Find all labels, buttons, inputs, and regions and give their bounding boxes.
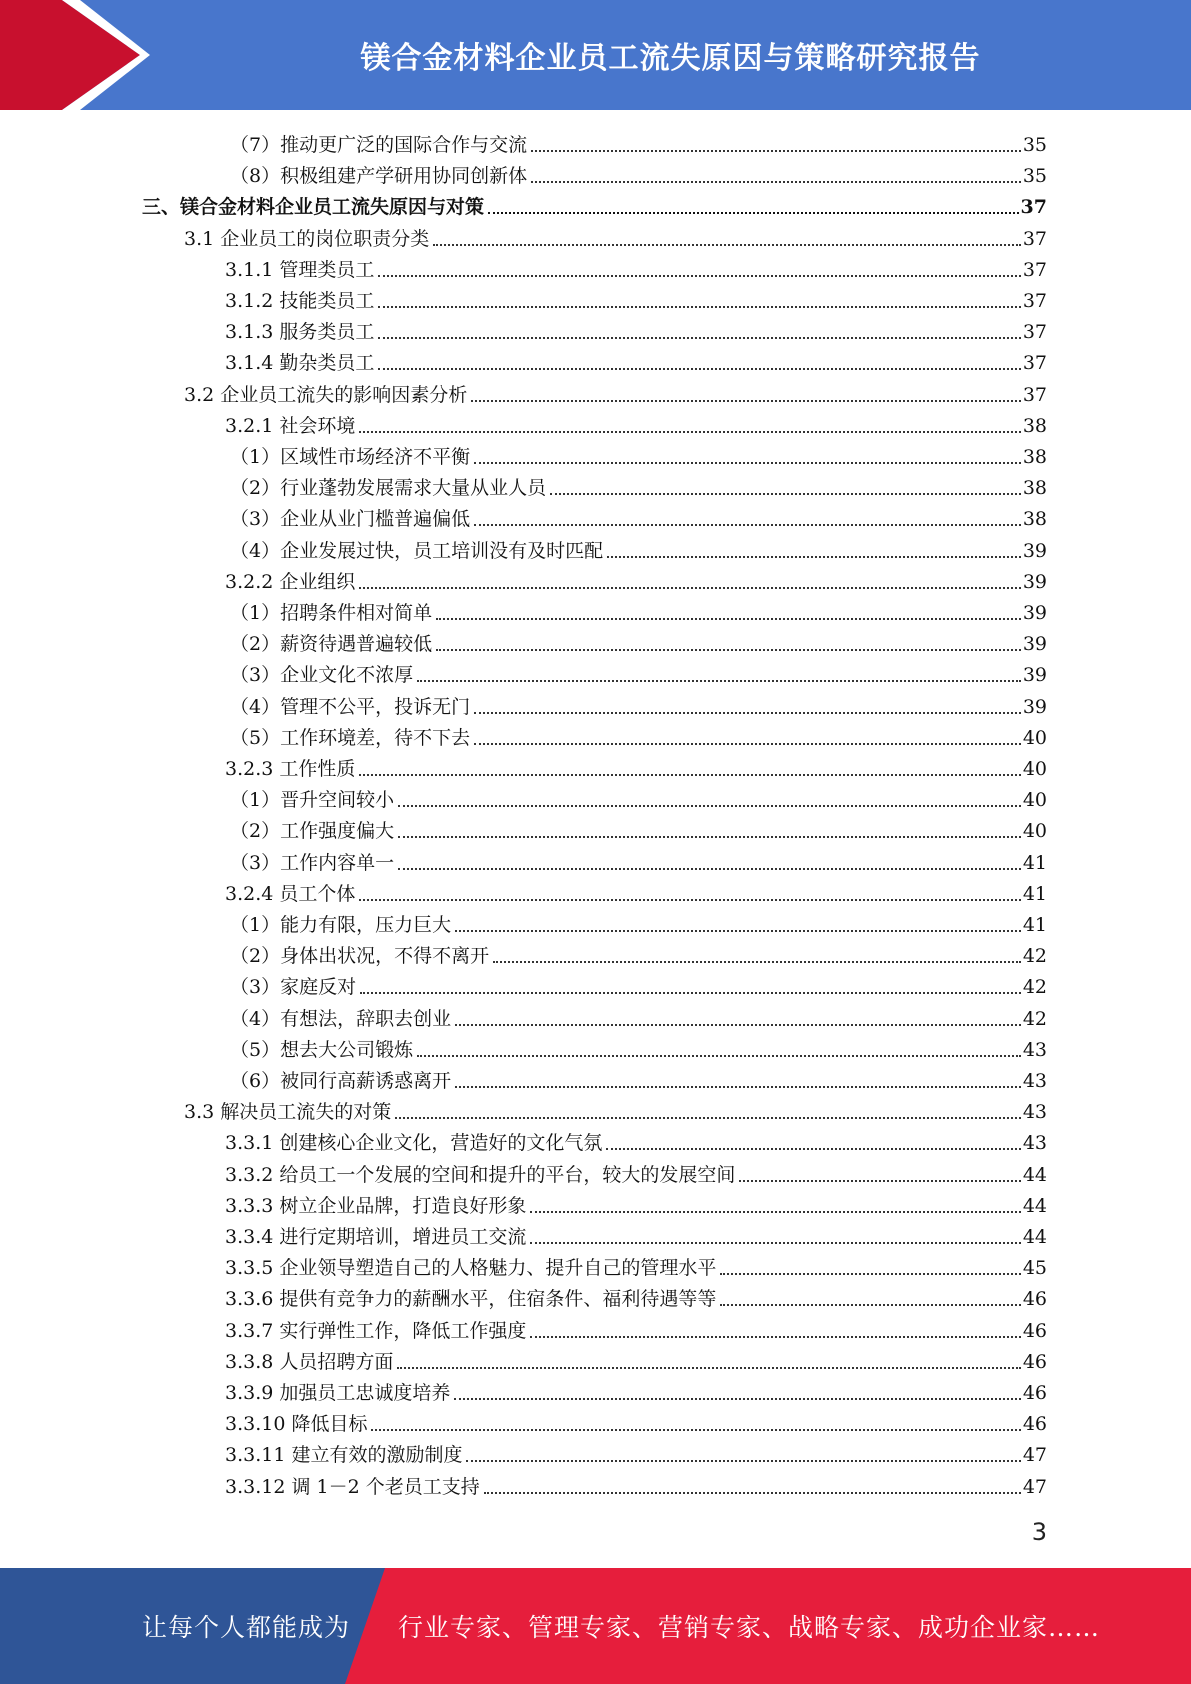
toc-entry-label: 3.1 企业员工的岗位职责分类	[184, 227, 430, 250]
toc-dot-leader	[455, 1086, 1021, 1088]
toc-entry-label: 3.3.6 提供有竞争力的薪酬水平，住宿条件、福利待遇等等	[225, 1288, 717, 1311]
toc-entry-label: （3）家庭反对	[230, 976, 357, 999]
toc-dot-leader	[371, 1429, 1020, 1431]
toc-entry-page: 37	[1020, 196, 1047, 219]
toc-dot-leader	[530, 1336, 1020, 1338]
toc-entry-page: 40	[1022, 820, 1047, 843]
toc-dot-leader	[398, 868, 1021, 870]
toc-entry-label: 三、镁合金材料企业员工流失原因与对策	[142, 196, 485, 219]
toc-entry-page: 37	[1022, 352, 1047, 375]
toc-entry-label: （2）薪资待遇普遍较低	[230, 633, 433, 656]
toc-dot-leader	[436, 618, 1021, 620]
toc-entry-page: 39	[1022, 664, 1047, 687]
toc-entry-page: 41	[1022, 914, 1047, 936]
toc-entry[interactable]	[230, 627, 1047, 658]
toc-entry-label: 3.2.1 社会环境	[225, 414, 356, 437]
toc-entry-label: 3.3.7 实行弹性工作，降低工作强度	[225, 1319, 527, 1342]
toc-entry-page: 37	[1022, 258, 1047, 281]
toc-dot-leader	[474, 743, 1021, 745]
toc-entry-page: 42	[1022, 976, 1047, 999]
toc-entry-label: 3.3.11 建立有效的激励制度	[225, 1444, 463, 1467]
toc-entry-page: 38	[1022, 446, 1047, 468]
toc-dot-leader	[359, 587, 1020, 589]
page-header	[0, 0, 1191, 110]
toc-entry[interactable]	[230, 814, 1047, 845]
toc-entry-label: （1）区域性市场经济不平衡	[230, 446, 471, 468]
toc-dot-leader	[455, 930, 1021, 932]
toc-entry-page: 39	[1022, 570, 1047, 593]
toc-entry-label: （1）能力有限，压力巨大	[230, 914, 452, 936]
toc-dot-leader	[484, 1492, 1021, 1494]
toc-entry-label: （4）管理不公平，投诉无门	[230, 695, 471, 718]
toc-entry-label: 3.1.3 服务类员工	[225, 321, 375, 344]
toc-entry-page: 40	[1022, 726, 1047, 749]
toc-dot-leader	[397, 1367, 1020, 1369]
toc-entry-page: 46	[1022, 1288, 1047, 1311]
toc-entry-label: 3.3.12 调 1－2 个老员工支持	[225, 1475, 480, 1498]
toc-entry-page: 44	[1022, 1163, 1047, 1186]
toc-entry[interactable]	[230, 970, 1047, 1001]
toc-dot-leader	[455, 1024, 1021, 1026]
toc-dot-leader	[417, 680, 1021, 682]
toc-dot-leader	[378, 275, 1020, 277]
toc-entry-label: （1）招聘条件相对简单	[230, 602, 433, 624]
toc-entry-page: 42	[1022, 945, 1047, 968]
toc-entry-page: 44	[1022, 1194, 1047, 1217]
toc-entry-page: 43	[1022, 1070, 1047, 1092]
toc-entry-label: 3.3 解决员工流失的对策	[184, 1101, 392, 1124]
toc-dot-leader	[398, 805, 1021, 807]
toc-entry-page: 37	[1022, 290, 1047, 312]
toc-entry-label: 3.1.1 管理类员工	[225, 258, 375, 281]
toc-entry-label: （4）有想法，辞职去创业	[230, 1007, 452, 1030]
toc-dot-leader	[359, 431, 1020, 433]
toc-entry[interactable]	[142, 190, 1047, 221]
toc-entry-label: （1）晋升空间较小	[230, 789, 395, 812]
toc-dot-leader	[378, 337, 1020, 339]
toc-dot-leader	[433, 244, 1021, 246]
toc-entry-label: 3.3.3 树立企业品牌，打造良好形象	[225, 1194, 527, 1217]
toc-entry-page: 46	[1022, 1319, 1047, 1342]
toc-entry[interactable]	[225, 1282, 1047, 1313]
toc-entry[interactable]	[225, 1438, 1047, 1469]
toc-entry-label: （3）企业文化不浓厚	[230, 664, 414, 687]
toc-entry[interactable]	[225, 1126, 1047, 1157]
toc-dot-leader	[474, 524, 1021, 526]
toc-entry-page: 37	[1022, 321, 1047, 344]
toc-entry[interactable]	[225, 565, 1047, 596]
toc-dot-leader	[359, 774, 1020, 776]
toc-entry[interactable]	[230, 440, 1047, 471]
toc-entry[interactable]	[225, 1407, 1047, 1438]
toc-entry-label: （5）工作环境差，待不下去	[230, 726, 471, 749]
page-number: 3	[1031, 1518, 1047, 1546]
toc-entry-page: 35	[1022, 165, 1047, 188]
toc-entry-label: （3）工作内容单一	[230, 851, 395, 874]
toc-entry-label: （2）行业蓬勃发展需求大量从业人员	[230, 477, 547, 500]
toc-entry-page: 38	[1022, 508, 1047, 531]
toc-dot-leader	[474, 462, 1021, 464]
toc-entry-label: 3.1.2 技能类员工	[225, 290, 375, 312]
toc-entry-page: 41	[1022, 882, 1047, 905]
toc-entry-label: 3.3.1 创建核心企业文化，营造好的文化气氛	[225, 1132, 603, 1155]
toc-entry-label: 3.3.10 降低目标	[225, 1413, 368, 1436]
toc-entry-label: （2）身体出状况，不得不离开	[230, 945, 490, 968]
toc-entry-page: 46	[1022, 1382, 1047, 1404]
toc-entry[interactable]	[225, 1314, 1047, 1345]
toc-entry-label: 3.1.4 勤杂类员工	[225, 352, 375, 375]
toc-dot-leader	[378, 306, 1020, 308]
toc-entry[interactable]	[230, 690, 1047, 721]
toc-entry-page: 43	[1022, 1132, 1047, 1155]
footer-slogan-left: 让每个人都能成为	[142, 1613, 351, 1642]
toc-entry-page: 37	[1022, 227, 1047, 250]
toc-entry[interactable]	[225, 1251, 1047, 1282]
toc-entry-page: 42	[1022, 1007, 1047, 1030]
toc-entry-label: 3.3.5 企业领导塑造自己的人格魅力、提升自己的管理水平	[225, 1257, 717, 1280]
toc-dot-leader	[359, 899, 1020, 901]
red-arrow-icon	[0, 0, 160, 110]
toc-entry-page: 35	[1022, 134, 1047, 156]
toc-entry[interactable]	[230, 159, 1047, 190]
toc-dot-leader	[488, 212, 1019, 214]
toc-entry-label: （8）积极组建产学研用协同创新体	[230, 165, 528, 188]
toc-entry-label: （5）想去大公司锻炼	[230, 1038, 414, 1061]
toc-entry-label: 3.2 企业员工流失的影响因素分析	[184, 383, 468, 406]
toc-entry-page: 47	[1022, 1475, 1047, 1498]
toc-entry[interactable]	[184, 1095, 1047, 1126]
toc-entry-page: 43	[1022, 1101, 1047, 1124]
toc-dot-leader	[474, 712, 1021, 714]
toc-entry-page: 38	[1022, 414, 1047, 437]
toc-entry-page: 46	[1022, 1350, 1047, 1373]
toc-entry[interactable]	[225, 1158, 1047, 1189]
toc-entry-label: 3.2.3 工作性质	[225, 758, 356, 780]
toc-entry-page: 40	[1022, 758, 1047, 780]
toc-dot-leader	[531, 150, 1021, 152]
toc-dot-leader	[720, 1273, 1020, 1275]
toc-entry-page: 38	[1022, 477, 1047, 500]
toc-dot-leader	[398, 836, 1021, 838]
toc-entry[interactable]	[225, 1470, 1047, 1501]
toc-dot-leader	[436, 649, 1021, 651]
toc-entry[interactable]	[230, 846, 1047, 877]
toc-entry[interactable]	[230, 721, 1047, 752]
toc-entry-page: 46	[1022, 1413, 1047, 1436]
toc-entry[interactable]	[184, 378, 1047, 409]
toc-entry-label: 3.3.2 给员工一个发展的空间和提升的平台，较大的发展空间	[225, 1163, 736, 1186]
toc-dot-leader	[493, 961, 1021, 963]
toc-entry[interactable]	[230, 471, 1047, 502]
toc-dot-leader	[530, 1211, 1020, 1213]
toc-dot-leader	[720, 1304, 1020, 1306]
toc-entry[interactable]	[230, 534, 1047, 565]
toc-entry[interactable]	[184, 222, 1047, 253]
toc-entry-label: 3.2.4 员工个体	[225, 882, 356, 905]
toc-entry[interactable]	[225, 409, 1047, 440]
toc-entry-label: （4）企业发展过快，员工培训没有及时匹配	[230, 539, 604, 562]
footer-slogan-right: 行业专家、管理专家、营销专家、战略专家、成功企业家……	[398, 1613, 1101, 1642]
toc-dot-leader	[360, 992, 1021, 994]
toc-entry[interactable]	[225, 253, 1047, 284]
toc-dot-leader	[530, 1242, 1020, 1244]
toc-entry[interactable]	[225, 1189, 1047, 1220]
page-footer	[0, 1568, 1191, 1684]
toc-dot-leader	[607, 556, 1021, 558]
toc-entry-page: 39	[1022, 695, 1047, 718]
toc-dot-leader	[606, 1148, 1020, 1150]
toc-entry[interactable]	[230, 783, 1047, 814]
toc-dot-leader	[378, 368, 1020, 370]
toc-entry[interactable]	[230, 596, 1047, 627]
toc-entry[interactable]	[230, 502, 1047, 533]
toc-dot-leader	[739, 1180, 1020, 1182]
toc-entry[interactable]	[230, 658, 1047, 689]
toc-entry-page: 43	[1022, 1038, 1047, 1061]
toc-entry[interactable]	[230, 1033, 1047, 1064]
toc-dot-leader	[471, 400, 1021, 402]
toc-entry[interactable]	[225, 877, 1047, 908]
toc-entry[interactable]	[225, 1376, 1047, 1407]
toc-entry-page: 37	[1022, 383, 1047, 406]
toc-entry[interactable]	[230, 939, 1047, 970]
toc-entry-label: 3.2.2 企业组织	[225, 570, 356, 593]
toc-entry-page: 41	[1022, 851, 1047, 874]
toc-entry-label: 3.3.9 加强员工忠诚度培养	[225, 1382, 451, 1404]
toc-entry[interactable]	[230, 1064, 1047, 1095]
toc-entry-page: 39	[1022, 602, 1047, 624]
toc-entry[interactable]	[230, 1002, 1047, 1033]
toc-entry-page: 45	[1022, 1257, 1047, 1280]
toc-entry-label: （2）工作强度偏大	[230, 820, 395, 843]
toc-dot-leader	[395, 1117, 1021, 1119]
toc-entry[interactable]	[225, 1220, 1047, 1251]
toc-entry-label: （6）被同行高薪诱惑离开	[230, 1070, 452, 1092]
toc-entry[interactable]	[225, 346, 1047, 377]
toc-entry[interactable]	[230, 908, 1047, 939]
toc-entry[interactable]	[230, 128, 1047, 159]
toc-entry-label: （7）推动更广泛的国际合作与交流	[230, 134, 528, 156]
toc-entry-page: 39	[1022, 633, 1047, 656]
toc-dot-leader	[417, 1055, 1021, 1057]
toc-entry[interactable]	[225, 752, 1047, 783]
toc-dot-leader	[531, 181, 1021, 183]
toc-entry-page: 40	[1022, 789, 1047, 812]
toc-entry[interactable]	[225, 1345, 1047, 1376]
toc-entry-page: 47	[1022, 1444, 1047, 1467]
toc-entry-page: 39	[1022, 539, 1047, 562]
toc-entry-page: 44	[1022, 1226, 1047, 1248]
toc-entry[interactable]	[225, 284, 1047, 315]
toc-entry-label: 3.3.4 进行定期培训，增进员工交流	[225, 1226, 527, 1248]
toc-dot-leader	[550, 493, 1021, 495]
toc-entry[interactable]	[225, 315, 1047, 346]
report-title: 镁合金材料企业员工流失原因与策略研究报告	[360, 41, 981, 76]
toc-entry-label: 3.3.8 人员招聘方面	[225, 1350, 394, 1373]
toc-dot-leader	[466, 1460, 1020, 1462]
toc-entry-label: （3）企业从业门槛普遍偏低	[230, 508, 471, 531]
toc-dot-leader	[454, 1398, 1020, 1400]
